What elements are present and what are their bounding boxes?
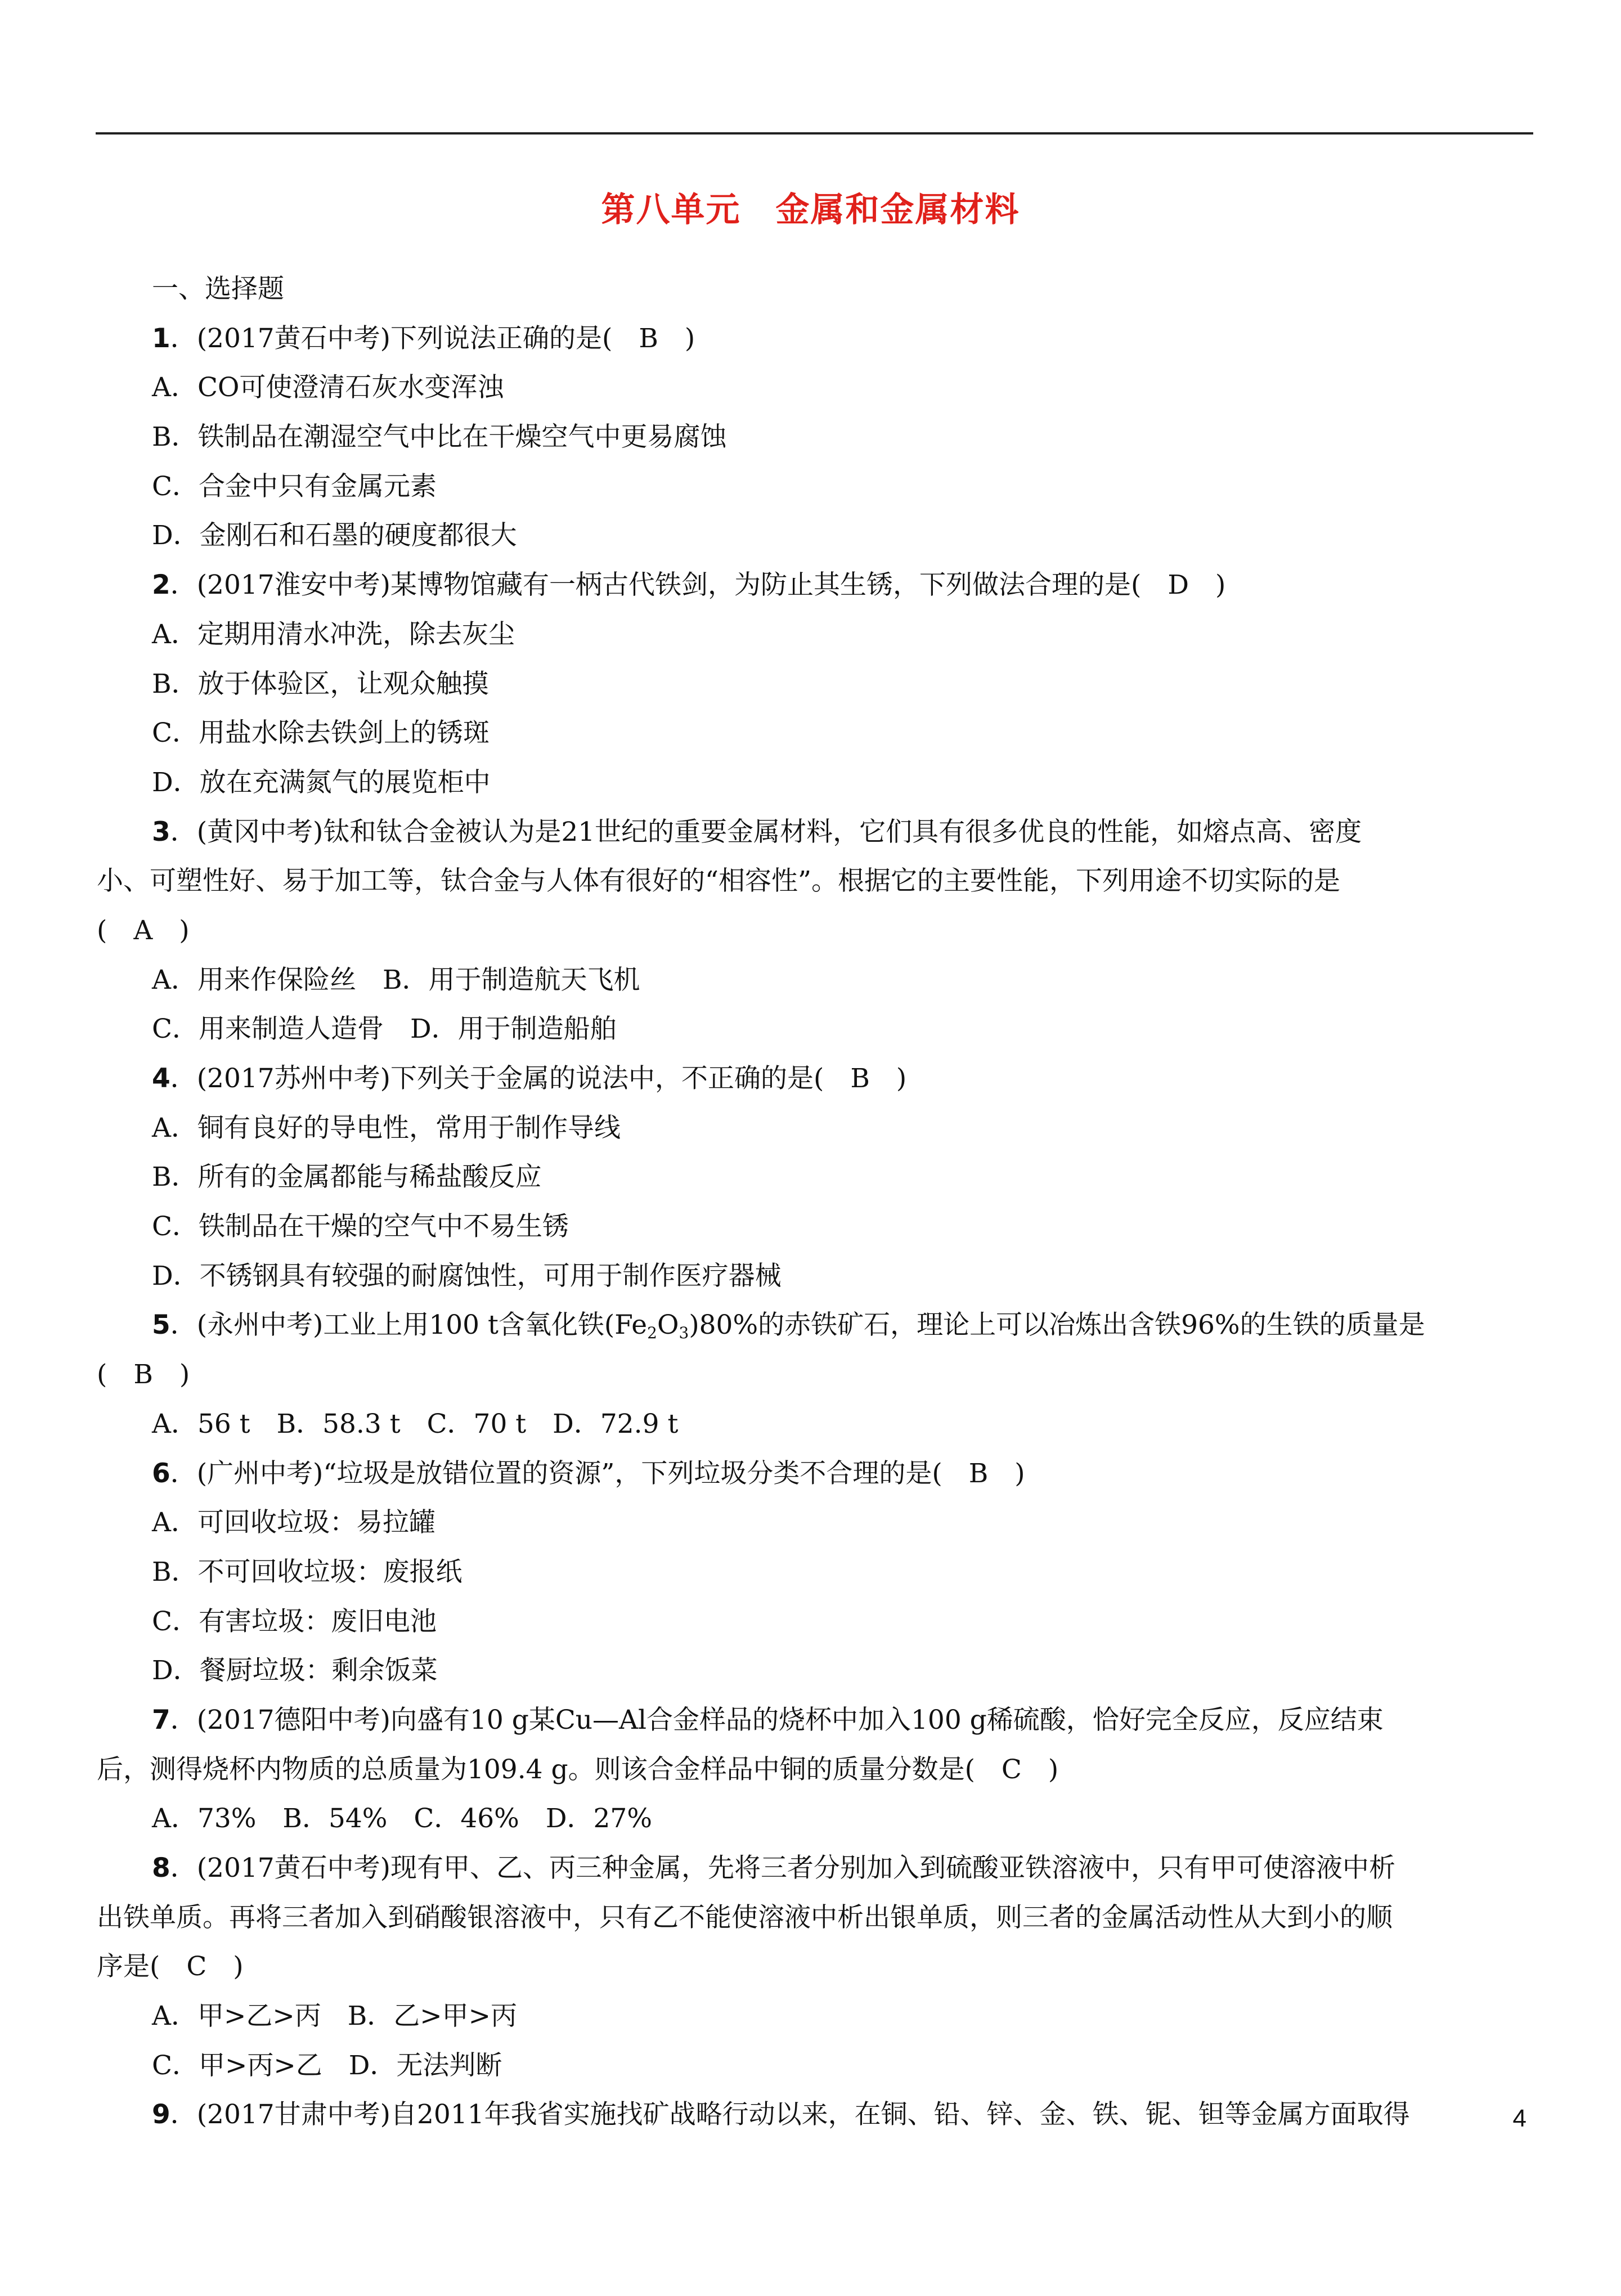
section-heading: 一、选择题 [152, 273, 284, 304]
question-6-stem [97, 1449, 1532, 1499]
question-text: ．(黄冈中考)钛和钛合金被认为是21世纪的重要金属材料，它们具有很多优良的性能，如熔点高、密度 [170, 816, 1362, 847]
question-2-stem [97, 560, 1532, 610]
question-text: )80%的赤铁矿石，理论上可以冶炼出含铁96%的生铁的质量是 [689, 1310, 1425, 1341]
option-cd: C．用来制造人造骨 D．用于制造船舶 [152, 1014, 617, 1045]
option-cd: C．甲>丙>乙 D．无法判断 [152, 2050, 502, 2081]
question-3-stem-cont: 小、可塑性好、易于加工等，钛合金与人体有很好的“相容性”。根据它的主要性能，下列用途不切实际的是 [97, 866, 1341, 897]
question-7-stem [97, 1696, 1532, 1745]
question-3-stem [97, 808, 1532, 857]
question-text: ．(永州中考)工业上用100 t含氧化铁(Fe [170, 1310, 648, 1341]
option-c: C．有害垃圾：废旧电池 [152, 1606, 437, 1637]
option-all: A．56 t B．58.3 t C．70 t D．72.9 t [152, 1408, 679, 1440]
subscript: 3 [679, 1324, 689, 1343]
subscript: 2 [647, 1324, 657, 1343]
option-c: C．合金中只有金属元素 [152, 470, 437, 502]
question-number: 1 [152, 322, 170, 354]
option-b: B．放于体验区，让观众触摸 [152, 668, 489, 699]
question-number: 3 [152, 816, 170, 847]
option-a: A．定期用清水冲洗，除去灰尘 [152, 618, 515, 650]
question-9-stem [97, 2090, 1532, 2140]
option-a: A．铜有良好的导电性，常用于制作导线 [152, 1112, 621, 1143]
question-text: ．(2017甘肃中考)自2011年我省实施找矿战略行动以来，在铜、铅、锌、金、铁、铌、钽等金属方面取得 [170, 2099, 1410, 2131]
question-list [97, 264, 1532, 2140]
option-a: A．CO可使澄清石灰水变浑浊 [152, 372, 504, 403]
question-1-stem [97, 314, 1532, 364]
option-ab: A．甲>乙>丙 B．乙>甲>丙 [152, 2001, 518, 2032]
question-text: ．(2017黄石中考)下列说法正确的是( B ) [170, 322, 695, 354]
option-b: B．铁制品在潮湿空气中比在干燥空气中更易腐蚀 [152, 421, 727, 453]
question-8-answer: 序是( C ) [97, 1951, 244, 1983]
option-c: C．铁制品在干燥的空气中不易生锈 [152, 1211, 569, 1243]
header-rule [96, 132, 1533, 134]
question-4-stem [97, 1054, 1532, 1104]
question-8-stem [97, 1844, 1532, 1893]
question-number: 5 [152, 1310, 170, 1341]
question-8-stem-cont: 出铁单质。再将三者加入到硝酸银溶液中，只有乙不能使溶液中析出银单质，则三者的金属活动性从大到小的顺 [97, 1902, 1393, 1933]
question-text: O [657, 1310, 679, 1341]
question-number: 9 [152, 2099, 170, 2131]
option-a: A．可回收垃圾：易拉罐 [152, 1507, 435, 1539]
question-text: ．(2017德阳中考)向盛有10 g某Cu—Al合金样品的烧杯中加入100 g稀硫酸，恰好完全反应，反应结束 [170, 1704, 1384, 1736]
option-ab: A．用来作保险丝 B．用于制造航天飞机 [152, 964, 640, 995]
question-text: ．(2017苏州中考)下列关于金属的说法中，不正确的是( B ) [170, 1063, 907, 1094]
option-d: D．金刚石和石墨的硬度都很大 [152, 520, 517, 551]
page-number: 4 [1512, 2105, 1526, 2132]
question-number: 6 [152, 1458, 170, 1489]
question-text: ．(广州中考)“垃圾是放错位置的资源”，下列垃圾分类不合理的是( B ) [170, 1458, 1025, 1489]
question-5-answer: ( B ) [97, 1359, 190, 1391]
question-number: 8 [152, 1853, 170, 1884]
option-all: A．73% B．54% C．46% D．27% [152, 1803, 652, 1835]
option-b: B．不可回收垃圾：废报纸 [152, 1556, 462, 1588]
option-c: C．用盐水除去铁剑上的锈斑 [152, 718, 490, 749]
question-text: ．(2017黄石中考)现有甲、乙、丙三种金属，先将三者分别加入到硫酸亚铁溶液中，只有甲可使溶液中析 [170, 1853, 1395, 1884]
question-number: 7 [152, 1704, 170, 1736]
question-number: 4 [152, 1063, 170, 1094]
page-title: 第八单元 金属和金属材料 [601, 190, 1020, 230]
option-d: D．餐厨垃圾：剩余饭菜 [152, 1655, 438, 1687]
question-7-stem-cont: 后，测得烧杯内物质的总质量为109.4 g。则该合金样品中铜的质量分数是( C ) [97, 1754, 1059, 1785]
question-5-stem [97, 1301, 1532, 1350]
question-3-answer: ( A ) [97, 914, 190, 946]
question-text: ．(2017淮安中考)某博物馆藏有一柄古代铁剑，为防止其生锈，下列做法合理的是( D ) [170, 569, 1226, 601]
option-d: D．不锈钢具有较强的耐腐蚀性，可用于制作医疗器械 [152, 1260, 782, 1292]
option-b: B．所有的金属都能与稀盐酸反应 [152, 1162, 542, 1193]
option-d: D．放在充满氮气的展览柜中 [152, 766, 491, 798]
question-number: 2 [152, 569, 170, 601]
